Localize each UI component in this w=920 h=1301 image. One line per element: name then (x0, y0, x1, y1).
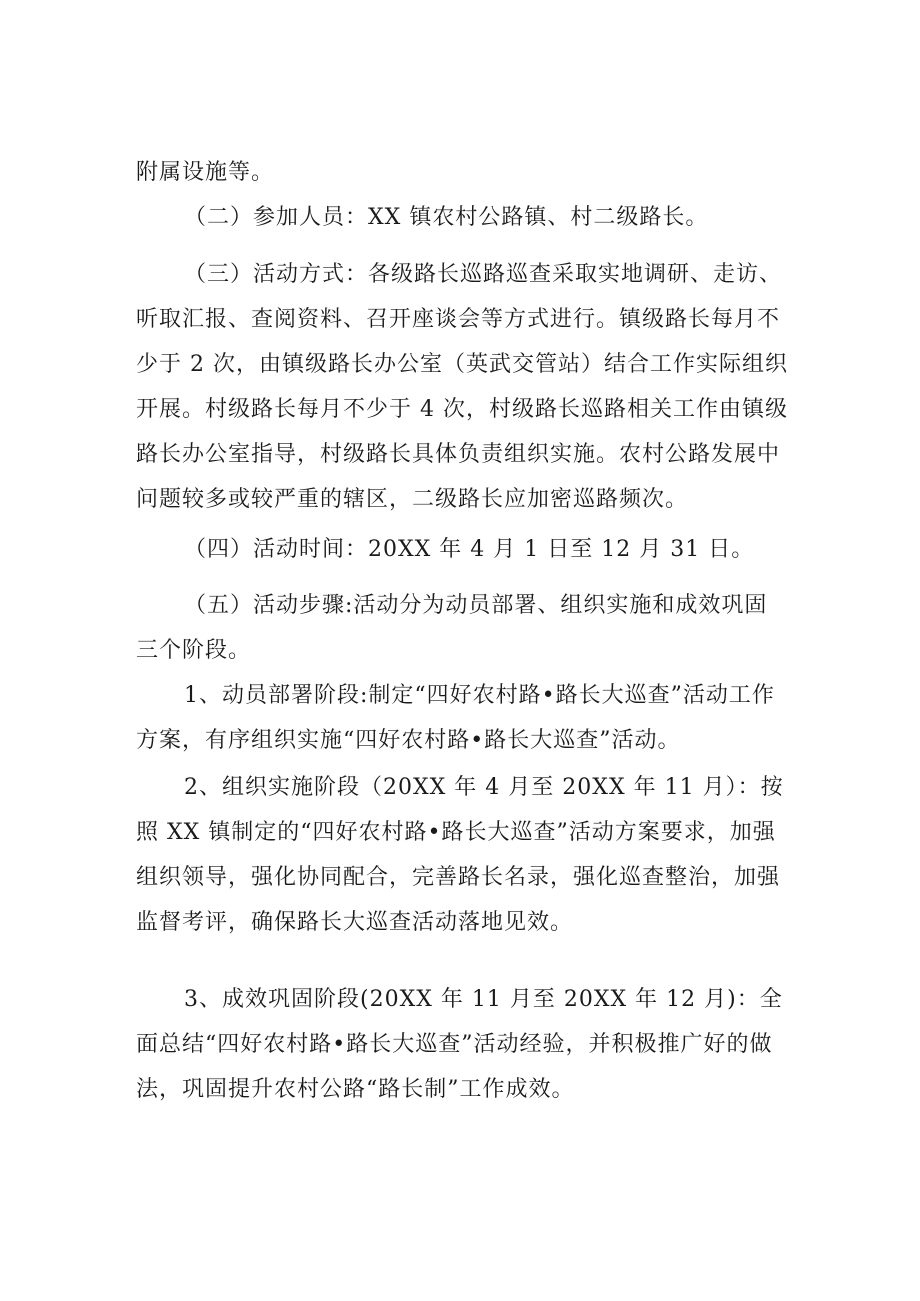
paragraph-activity-time: （四）活动时间：20XX 年 4 月 1 日至 12 月 31 日。 (184, 537, 755, 562)
paragraph-facilities: 附属设施等。 (136, 160, 275, 185)
paragraph-step-3: 3、成效巩固阶段(20XX 年 11 月至 20XX 年 12 月)：全面总结“四好农村路•路长大巡查”活动经验，并积极推广好的做法，巩固提升农村公路“路长制”工作成效。 (136, 987, 783, 1102)
paragraph-participants: （二）参加人员：XX 镇农村公路镇、村二级路长。 (184, 205, 709, 230)
paragraph-activity-steps: （五）活动步骤:活动分为动员部署、组织实施和成效巩固三个阶段。 (136, 593, 768, 663)
paragraph-step-1: 1、动员部署阶段:制定“四好农村路•路长大巡查”活动工作方案，有序组织实施“四好农村路•路长大巡查”活动。 (136, 683, 775, 753)
paragraph-activity-method: （三）活动方式：各级路长巡路巡查采取实地调研、走访、听取汇报、查阅资料、召开座谈会等方式进行。镇级路长每月不少于 2 次，由镇级路长办公室（英武交管站）结合工作实际组织开展。村级路长每月不少于 4 次，村级路长巡路相关工作由镇级路长办公室指导，村级路长具体负责组织实施。农村公路发展中问题较多或较严重的辖区，二级路长应加密巡路频次。 (136, 262, 788, 512)
paragraph-step-2: 2、组织实施阶段（20XX 年 4 月至 20XX 年 11 月）：按照 XX 镇制定的“四好农村路•路长大巡查”活动方案要求，加强组织领导，强化协同配合，完善路长名录，强化巡查整治，加强监督考评，确保路长大巡查活动落地见效。 (136, 775, 784, 935)
